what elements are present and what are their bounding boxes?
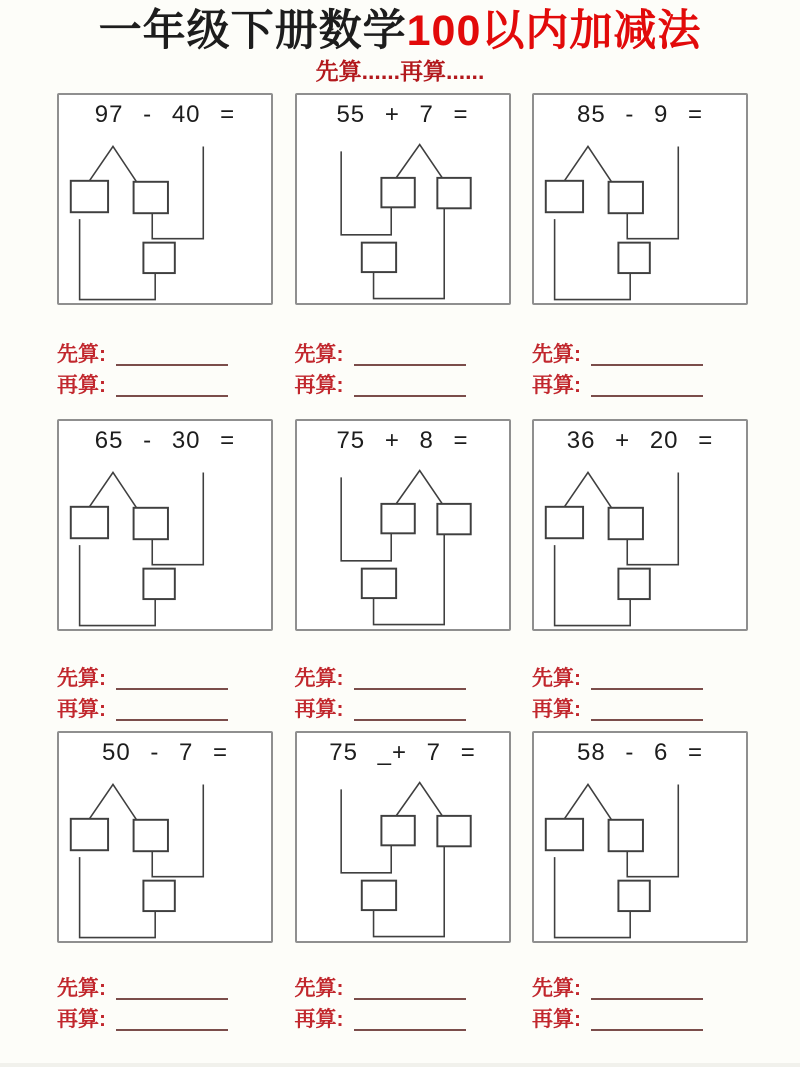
answer-box — [546, 507, 583, 538]
problem-expression: 65 - 30 = — [94, 427, 236, 454]
problem-expression: 36 + 20 = — [566, 427, 714, 454]
first-calc-label: 先算: — [294, 342, 344, 366]
first-calc-blank — [116, 976, 228, 1000]
answer-row-3 — [0, 969, 800, 1033]
first-calc-label: 先算: — [57, 976, 106, 1000]
then-calc-label: 再算: — [294, 1007, 344, 1031]
then-calc-blank — [116, 1007, 228, 1031]
first-calc-line — [532, 335, 748, 366]
answer-block — [532, 969, 748, 1033]
first-calc-blank — [591, 976, 703, 1000]
then-calc-blank — [116, 373, 228, 397]
then-calc-line — [295, 690, 511, 721]
branch-lines — [396, 471, 442, 504]
then-calc-label: 再算: — [532, 697, 581, 721]
decomposition-diagram — [297, 779, 509, 945]
title-highlight: 100以内加减法 — [406, 7, 702, 55]
answer-box — [134, 182, 168, 213]
answer-row-1 — [0, 335, 800, 399]
answer-box — [609, 182, 643, 213]
decomposition-diagram — [59, 467, 271, 633]
answer-box — [381, 504, 414, 533]
first-calc-line — [295, 969, 511, 1000]
then-calc-label: 再算: — [532, 373, 581, 397]
problem-expression: 55 + 7 = — [336, 101, 469, 128]
branch-lines — [564, 784, 611, 819]
problem-card — [57, 419, 273, 631]
page-subtitle: 先算......再算...... — [315, 58, 485, 84]
problem-card — [57, 731, 273, 943]
first-calc-blank — [116, 342, 228, 366]
then-calc-label: 再算: — [532, 1007, 581, 1031]
problem-expression: 75 + 8 = — [336, 427, 469, 454]
answer-block — [295, 659, 511, 723]
first-calc-line — [57, 335, 273, 366]
first-calc-label: 先算: — [532, 976, 581, 1000]
answer-box — [609, 508, 643, 539]
first-calc-blank — [354, 666, 466, 690]
answer-box — [618, 243, 649, 273]
then-calc-line — [295, 1000, 511, 1031]
answer-block — [57, 969, 273, 1033]
answer-block — [295, 969, 511, 1033]
answer-box — [437, 178, 470, 208]
first-calc-line — [532, 659, 748, 690]
answer-box — [361, 881, 395, 910]
then-calc-line — [532, 690, 748, 721]
problem-card — [532, 93, 748, 305]
answer-box — [361, 569, 395, 598]
decomposition-diagram — [297, 141, 509, 307]
then-calc-label: 再算: — [57, 1007, 106, 1031]
then-calc-line — [295, 366, 511, 397]
decomposition-diagram — [534, 141, 746, 307]
branch-lines — [396, 783, 442, 816]
first-calc-line — [295, 335, 511, 366]
answer-block — [57, 659, 273, 723]
first-calc-label: 先算: — [294, 666, 344, 690]
branch-lines — [89, 146, 136, 181]
problem-expression: 75 _+ 7 = — [329, 739, 476, 766]
problem-card — [532, 419, 748, 631]
problem-expression: 97 - 40 = — [94, 101, 236, 128]
then-calc-line — [57, 366, 273, 397]
then-calc-blank — [354, 697, 466, 721]
first-calc-label: 先算: — [57, 342, 106, 366]
answer-box — [143, 881, 174, 911]
first-calc-line — [295, 659, 511, 690]
answer-block — [57, 335, 273, 399]
first-calc-label: 先算: — [294, 976, 344, 1000]
then-calc-blank — [354, 1007, 466, 1031]
first-calc-line — [57, 969, 273, 1000]
problem-expression: 50 - 7 = — [101, 739, 229, 766]
then-calc-line — [532, 366, 748, 397]
answer-box — [71, 507, 108, 538]
then-calc-blank — [591, 1007, 703, 1031]
first-calc-label: 先算: — [57, 666, 106, 690]
branch-lines — [396, 145, 442, 178]
first-calc-line — [57, 659, 273, 690]
answer-block — [295, 335, 511, 399]
answer-box — [437, 816, 470, 846]
then-calc-blank — [591, 697, 703, 721]
branch-lines — [89, 784, 136, 819]
title-main: 一年级下册数学 — [98, 7, 407, 55]
answer-row-2 — [0, 659, 800, 723]
answer-box — [134, 820, 168, 851]
then-calc-blank — [354, 373, 466, 397]
problem-row-1 — [0, 93, 800, 305]
problem-card — [295, 731, 511, 943]
page-bottom-shadow — [0, 1063, 800, 1067]
answer-box — [546, 819, 583, 850]
answer-box — [134, 508, 168, 539]
problem-expression: 58 - 6 = — [576, 739, 704, 766]
first-calc-blank — [354, 342, 466, 366]
problem-card — [295, 419, 511, 631]
page-title — [0, 6, 800, 56]
answer-block — [532, 335, 748, 399]
problem-card — [57, 93, 273, 305]
then-calc-label: 再算: — [57, 373, 106, 397]
first-calc-blank — [591, 342, 703, 366]
then-calc-label: 再算: — [294, 373, 344, 397]
answer-box — [381, 816, 414, 845]
problem-expression: 85 - 9 = — [576, 101, 704, 128]
answer-box — [361, 243, 395, 272]
decomposition-diagram — [534, 779, 746, 945]
then-calc-line — [532, 1000, 748, 1031]
first-calc-line — [532, 969, 748, 1000]
then-calc-label: 再算: — [294, 697, 344, 721]
answer-box — [71, 819, 108, 850]
then-calc-blank — [116, 697, 228, 721]
answer-box — [546, 181, 583, 212]
problem-row-3 — [0, 731, 800, 943]
answer-box — [71, 181, 108, 212]
first-calc-blank — [116, 666, 228, 690]
then-calc-blank — [591, 373, 703, 397]
answer-box — [381, 178, 414, 207]
first-calc-label: 先算: — [532, 666, 581, 690]
answer-box — [437, 504, 470, 534]
answer-box — [143, 569, 174, 599]
branch-lines — [89, 472, 136, 507]
first-calc-blank — [591, 666, 703, 690]
branch-lines — [564, 146, 611, 181]
answer-box — [618, 569, 649, 599]
answer-box — [618, 881, 649, 911]
then-calc-label: 再算: — [57, 697, 106, 721]
then-calc-line — [57, 1000, 273, 1031]
first-calc-label: 先算: — [532, 342, 581, 366]
decomposition-diagram — [297, 467, 509, 633]
problem-card — [295, 93, 511, 305]
branch-lines — [564, 472, 611, 507]
decomposition-diagram — [534, 467, 746, 633]
problem-row-2 — [0, 419, 800, 631]
answer-box — [609, 820, 643, 851]
decomposition-diagram — [59, 141, 271, 307]
problem-card — [532, 731, 748, 943]
decomposition-diagram — [59, 779, 271, 945]
answer-box — [143, 243, 174, 273]
then-calc-line — [57, 690, 273, 721]
answer-block — [532, 659, 748, 723]
first-calc-blank — [354, 976, 466, 1000]
